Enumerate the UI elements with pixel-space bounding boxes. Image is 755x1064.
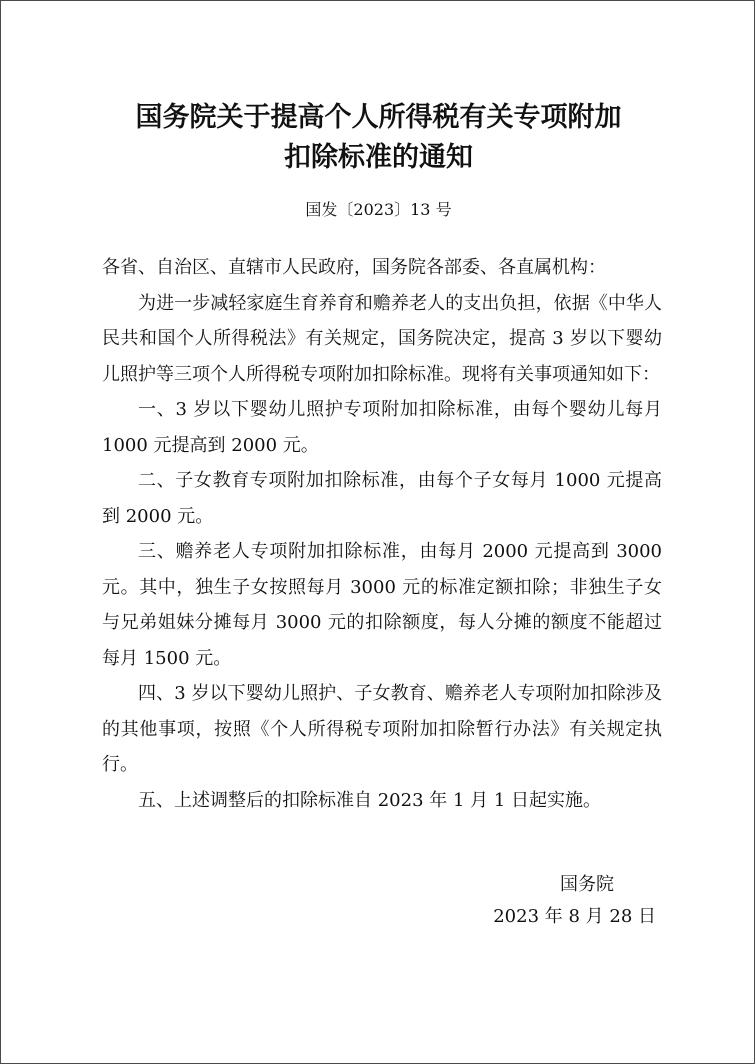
document-number: 国发〔2023〕13 号 xyxy=(305,200,452,219)
paragraph-item-5: 五、上述调整后的扣除标准自 2023 年 1 月 1 日起实施。 xyxy=(138,789,602,811)
paragraph-item-2: 二、子女教育专项附加扣除标准，由每个子女每月 1000 元提高到 2000 元。 xyxy=(102,470,662,527)
paragraph-item-4: 四、3 岁以下婴幼儿照护、子女教育、赡养老人专项附加扣除涉及的其他事项，按照《个人所得税专项附加扣除暂行办法》有关规定执行。 xyxy=(102,683,662,775)
document-body xyxy=(102,250,662,818)
paragraph-item-3: 三、赡养老人专项附加扣除标准，由每月 2000 元提高到 3000 元。其中，独生子女按照每月 3000 元的标准定额扣除；非独生子女与兄弟姐妹分摊每月 3000 元的扣除额度，每人分摊的额度不能超过每月 1500 元。 xyxy=(102,541,662,669)
paragraph-intro: 为进一步减轻家庭生育养育和赡养老人的支出负担，依据《中华人民共和国个人所得税法》有关规定，国务院决定，提高 3 岁以下婴幼儿照护等三项个人所得税专项附加扣除标准。现将有关事项通知如下： xyxy=(102,292,662,385)
signature-organization: 国务院 xyxy=(560,874,614,895)
document-title-line-2: 扣除标准的通知 xyxy=(284,142,473,173)
document-title-line-1: 国务院关于提高个人所得税有关专项附加 xyxy=(135,102,622,133)
salutation: 各省、自治区、直辖市人民政府，国务院各部委、各直属机构： xyxy=(102,257,606,278)
signature-date: 2023 年 8 月 28 日 xyxy=(493,906,656,927)
paragraph-item-1: 一、3 岁以下婴幼儿照护专项附加扣除标准，由每个婴幼儿每月 1000 元提高到 2000 元。 xyxy=(102,399,662,456)
